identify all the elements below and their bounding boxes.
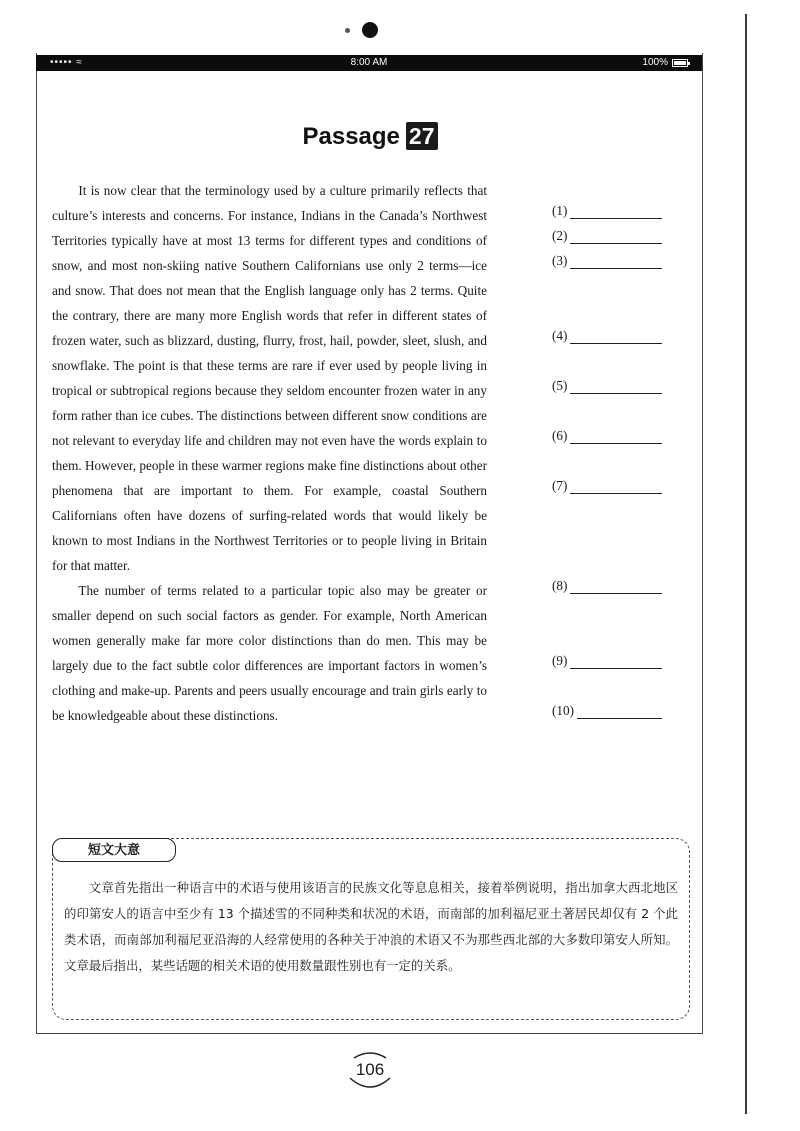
answer-blank-2[interactable]: (2) bbox=[552, 228, 662, 244]
passage-number-badge: 27 bbox=[406, 122, 438, 150]
sensor-dot bbox=[345, 28, 350, 33]
battery-icon bbox=[672, 59, 688, 67]
passage-body bbox=[52, 178, 487, 728]
passage-paragraph-1: It is now clear that the terminology used by a culture primarily reflects that culture’s interests and concerns. For instance, Indians in the Canada’s Northwest Territories typically have at most 13 terms for different types and conditions of snow, and most non-skiing native Southern Californians use only 2 terms—ice and snow. That does not mean that the English language only has 2 terms. Quite the contrary, there are many more English words that refer in different states of frozen water, such as blizzard, dusting, flurry, frost, hail, powder, sleet, slush, and snowflake. The point is that these terms are rare if ever used by people living in tropical or subtropical regions because they seldom encounter frozen water in any form rather than ice cubes. The distinctions between different snow conditions are not relevant to everyday life and children may not even have the words explain to them. However, people in these warmer regions make fine distinctions about other phenomena that are important to them. For example, coastal Southern Californians often have dozens of surfing-related words that would likely be known to most Indians in the Northwest Territories or to people living in Britain for that matter. bbox=[52, 183, 487, 573]
answer-blank-3[interactable]: (3) bbox=[552, 253, 662, 269]
battery-percent: 100% bbox=[642, 57, 668, 68]
answer-blank-10[interactable]: (10) bbox=[552, 703, 662, 719]
passage-paragraph-2: The number of terms related to a particular topic also may be greater or smaller depend on such social factors as gender. For example, North American women generally make far more color distinctions than do men. This may be largely due to the fact subtle color differences are important factors in women’s clothing and make-up. Parents and peers usually encourage and train girls early to be knowledgeable about these distinctions. bbox=[52, 583, 487, 723]
page-number bbox=[342, 1048, 398, 1092]
title-text: Passage bbox=[302, 123, 400, 150]
answer-blank-6[interactable]: (6) bbox=[552, 428, 662, 444]
answer-blank-5[interactable]: (5) bbox=[552, 378, 662, 394]
summary-label: 短文大意 bbox=[52, 838, 176, 862]
page-number-text: 106 bbox=[355, 1060, 385, 1079]
status-time: 8:00 AM bbox=[350, 57, 388, 68]
page-edge-line bbox=[745, 14, 747, 1114]
summary-text: 文章首先指出一种语言中的术语与使用该语言的民族文化等息息相关，接着举例说明，指出加拿大西北地区的印第安人的语言中至少有 13 个描述雪的不同种类和状况的术语，而南部的加利福尼亚土著居民却仅有 2 个此类术语，而南部加利福尼亚沿海的人经常使用的各种关于冲浪的术语又不为那些西北部的大多数印第安人所知。文章最后指出，某些话题的相关术语的使用数量跟性别也有一定的关系。 bbox=[64, 880, 678, 973]
battery-status bbox=[642, 57, 688, 68]
answer-blank-9[interactable]: (9) bbox=[552, 653, 662, 669]
answer-blank-8[interactable]: (8) bbox=[552, 578, 662, 594]
answer-blank-4[interactable]: (4) bbox=[552, 328, 662, 344]
answer-blank-7[interactable]: (7) bbox=[552, 478, 662, 494]
answer-blank-1[interactable]: (1) bbox=[552, 203, 662, 219]
page-title bbox=[0, 122, 740, 151]
status-bar bbox=[36, 55, 702, 71]
signal-indicator: ••••• ≈ bbox=[50, 57, 83, 68]
camera-icon bbox=[362, 22, 378, 38]
